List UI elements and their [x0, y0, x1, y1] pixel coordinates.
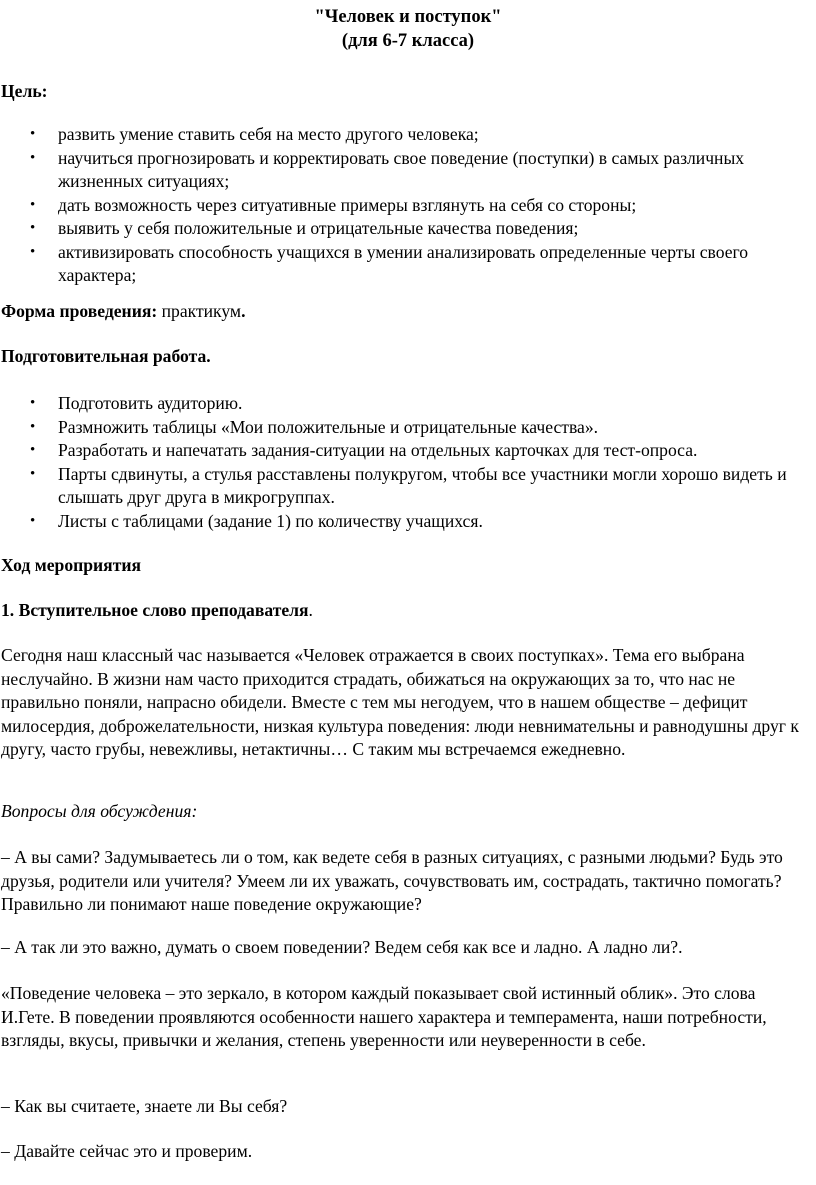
- goal-list: [0, 123, 800, 288]
- list-item: • научиться прогнозировать и корректировать свое поведение (поступки) в самых различных жизненных ситуациях;: [0, 147, 800, 194]
- list-item: • Листы с таблицами (задание 1) по количеству учащихся.: [0, 510, 800, 534]
- list-item: • дать возможность через ситуативные примеры взглянуть на себя со стороны;: [0, 194, 800, 218]
- document-title: "Человек и поступок": [314, 7, 502, 27]
- question-2: – А так ли это важно, думать о своем поведении? Ведем себя как все и ладно. А ладно ли?.: [1, 937, 683, 957]
- question-1: – А вы сами? Задумываетесь ли о том, как ведете себя в разных ситуациях, с разными людьми? Будь это друзья, родители или учителя? Умеем ли их уважать, сочувствовать им, сострадать, тактично помогать? Правильно ли понимают наше поведение окружающие?: [1, 847, 783, 914]
- list-item: • Подготовить аудиторию.: [0, 392, 800, 416]
- intro-paragraph: Сегодня наш классный час называется «Человек отражается в своих поступках». Тема его выбрана неслучайно. В жизни нам часто приходится страдать, обижаться на окружающих за то, что нас не правильно поняли, напрасно обидели. Вместе с тем мы негодуем, что в нашем обществе – дефицит милосердия, доброжелательности, низкая культура поведения: люди невнимательны и равнодушны друг к другу, часто грубы, невежливы, нетактичны… С таким мы встречаемся ежедневно.: [1, 645, 799, 759]
- question-4: – Давайте сейчас это и проверим.: [1, 1141, 253, 1161]
- section-1-title: [1, 599, 801, 623]
- list-item: • Парты сдвинуты, а стулья расставлены полукругом, чтобы все участники могли хорошо видеть и слышать друг друга в микрогруппах.: [0, 463, 800, 510]
- list-item: • развить умение ставить себя на место другого человека;: [0, 123, 800, 147]
- prep-list: [0, 392, 800, 533]
- form-line: [1, 300, 801, 324]
- form-value: практикум: [157, 301, 242, 321]
- list-item: • активизировать способность учащихся в умении анализировать определенные черты своего характера;: [0, 241, 800, 288]
- quote-paragraph: «Поведение человека – это зеркало, в котором каждый показывает свой истинный облик». Это слова И.Гете. В поведении проявляются особенности нашего характера и темперамента, наши потребности, взгляды, вкусы, привычки и желания, степень уверенности или неуверенности в себе.: [1, 983, 767, 1050]
- form-label: Форма проведения:: [1, 301, 158, 321]
- question-3: – Как вы считаете, знаете ли Вы себя?: [1, 1096, 288, 1116]
- list-item: • Размножить таблицы «Мои положительные и отрицательные качества».: [0, 416, 800, 440]
- list-item: • выявить у себя положительные и отрицательные качества поведения;: [0, 217, 800, 241]
- prep-heading: Подготовительная работа.: [1, 346, 211, 366]
- questions-heading: Вопросы для обсуждения:: [1, 801, 198, 821]
- form-dot: .: [241, 301, 246, 321]
- list-item: • Разработать и напечатать задания-ситуации на отдельных карточках для тест-опроса.: [0, 439, 800, 463]
- section-1-title-text: 1. Вступительное слово преподавателя: [1, 600, 309, 620]
- course-heading: Ход мероприятия: [1, 555, 142, 575]
- goal-heading: Цель:: [1, 81, 48, 101]
- document-subtitle: (для 6-7 класса): [341, 31, 475, 51]
- section-1-title-dot: .: [308, 600, 313, 620]
